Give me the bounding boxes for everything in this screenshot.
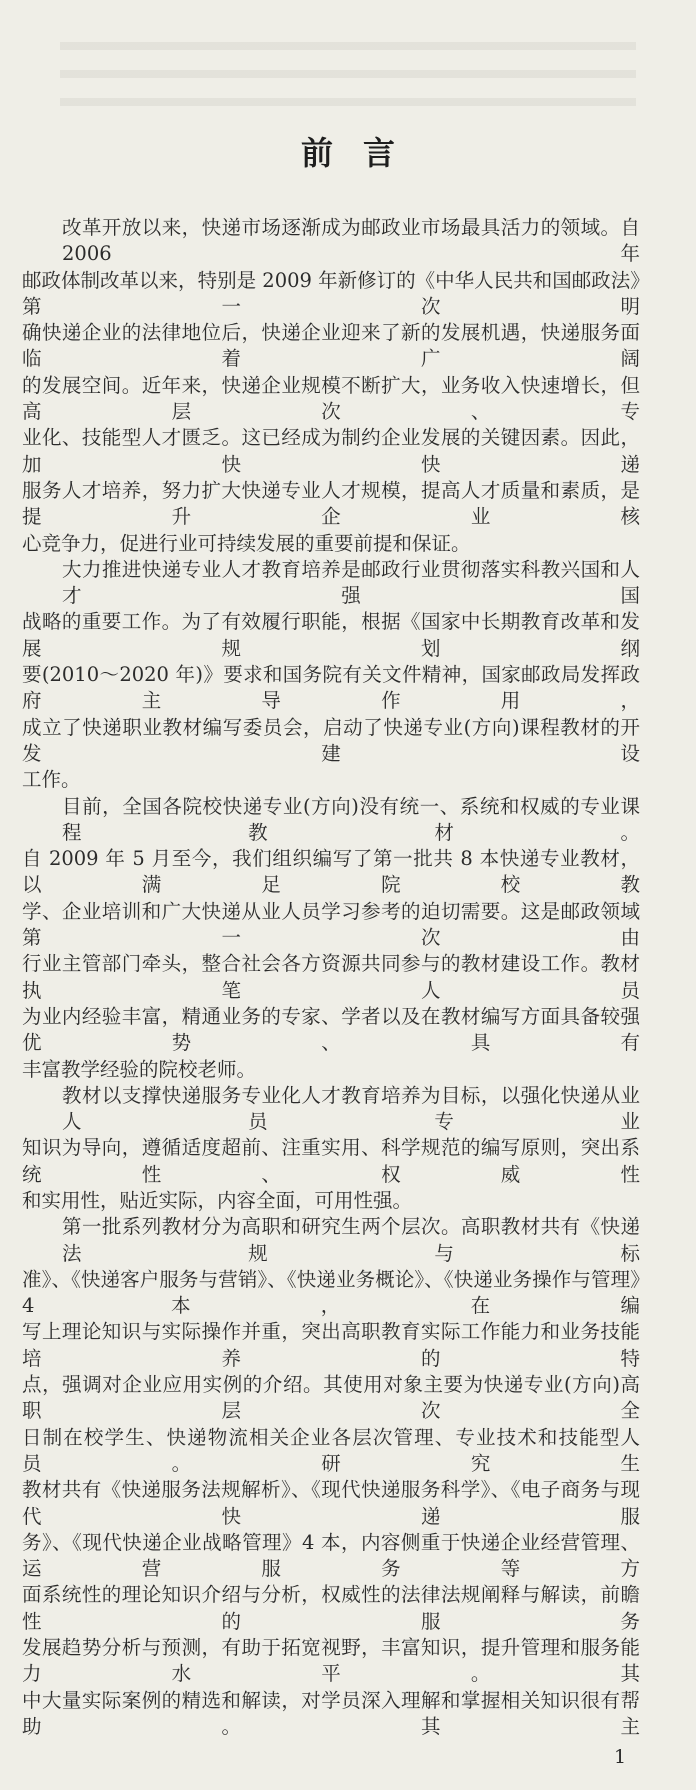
text-line: 写上理论知识与实际操作并重，突出高职教育实际工作能力和业务技能培养的特 <box>22 1320 640 1370</box>
text-line: 面系统性的理论知识介绍与分析，权威性的法律法规阐释与解读，前瞻性的服务 <box>22 1583 640 1633</box>
text-line: 中大量实际案例的精选和解读，对学员深入理解和掌握相关知识很有帮助。其主 <box>22 1688 640 1738</box>
page-title: 前言 <box>300 134 425 172</box>
text-line: 战略的重要工作。为了有效履行职能，根据《国家中长期教育改革和发展规划纲 <box>22 610 640 660</box>
text-line: 日制在校学生、快递物流相关企业各层次管理、专业技术和技能型人员。研究生 <box>22 1425 640 1475</box>
text-line: 确快递企业的法律地位后，快递企业迎来了新的发展机遇，快递服务面临着广阔 <box>22 321 640 371</box>
paragraph <box>22 794 640 1083</box>
text-line: 教材以支撑快递服务专业化人才教育培养为目标，以强化快递从业人员专业 <box>62 1083 640 1134</box>
text-line: 发展趋势分析与预测，有助于拓宽视野，丰富知识，提升管理和服务能力水平。其 <box>22 1636 640 1686</box>
text-line: 丰富教学经验的院校老师。 <box>22 1057 257 1081</box>
text-line: 为业内经验丰富，精通业务的专家、学者以及在教材编写方面具备较强优势、具有 <box>22 1004 640 1055</box>
text-line: 行业主管部门牵头，整合社会各方资源共同参与的教材建设工作。教材执笔人员 <box>22 952 640 1002</box>
preface-body <box>22 0 640 1740</box>
text-line: 第一批系列教材分为高职和研究生两个层次。高职教材共有《快递法规与标 <box>62 1215 640 1265</box>
text-line: 业化、技能型人才匮乏。这已经成为制约企业发展的关键因素。因此，加快快递 <box>22 426 640 476</box>
text-line: 邮政体制改革以来，特别是 2009 年新修订的《中华人民共和国邮政法》第一次明 <box>22 268 640 318</box>
text-line: 知识为导向，遵循适度超前、注重实用、科学规范的编写原则，突出系统性、权威性 <box>22 1136 640 1186</box>
text-line: 大力推进快递专业人才教育培养是邮政行业贯彻落实科教兴国和人才强国 <box>62 557 640 608</box>
text-line: 成立了快递职业教材编写委员会，启动了快递专业(方向)课程教材的开发建设 <box>22 715 640 765</box>
text-line: 务》、《现代快递企业战略管理》4 本，内容侧重于快递企业经营管理、运营服务等方 <box>22 1530 640 1581</box>
paragraph <box>22 215 640 557</box>
text-line: 教材共有《快递服务法规解析》、《现代快递服务科学》、《电子商务与现代快递服 <box>22 1478 640 1528</box>
text-line: 要(2010～2020 年)》要求和国务院有关文件精神，国家邮政局发挥政府主导作用， <box>22 663 640 713</box>
text-line: 准》、《快递客户服务与营销》、《快递业务概论》、《快递业务操作与管理》4 本，在编 <box>22 1267 640 1318</box>
text-line: 目前，全国各院校快递专业(方向)没有统一、系统和权威的专业课程教材。 <box>62 794 640 844</box>
page-number: 1 <box>614 1746 627 1769</box>
text-line: 和实用性，贴近实际，内容全面，可用性强。 <box>22 1188 413 1212</box>
text-line: 工作。 <box>22 768 81 792</box>
paragraph <box>22 1214 640 1740</box>
text-line: 自 2009 年 5 月至今，我们组织编写了第一批共 8 本快递专业教材，以满足院校教 <box>22 847 640 897</box>
text-line: 点，强调对企业应用实例的介绍。其使用对象主要为快递专业(方向)高职层次全 <box>22 1373 640 1423</box>
paragraph <box>22 557 640 794</box>
paragraph <box>22 1083 640 1214</box>
text-line: 服务人才培养，努力扩大快递专业人才规模，提高人才质量和素质，是提升企业核 <box>22 478 640 529</box>
text-line: 学、企业培训和广大快递从业人员学习参考的迫切需要。这是邮政领域第一次由 <box>22 899 640 950</box>
text-line: 的发展空间。近年来，快递企业规模不断扩大，业务收入快速增长，但高层次、专 <box>22 373 640 424</box>
text-line: 心竞争力，促进行业可持续发展的重要前提和保证。 <box>22 531 471 555</box>
text-line: 改革开放以来，快递市场逐渐成为邮政业市场最具活力的领域。自 2006 年 <box>62 216 640 266</box>
